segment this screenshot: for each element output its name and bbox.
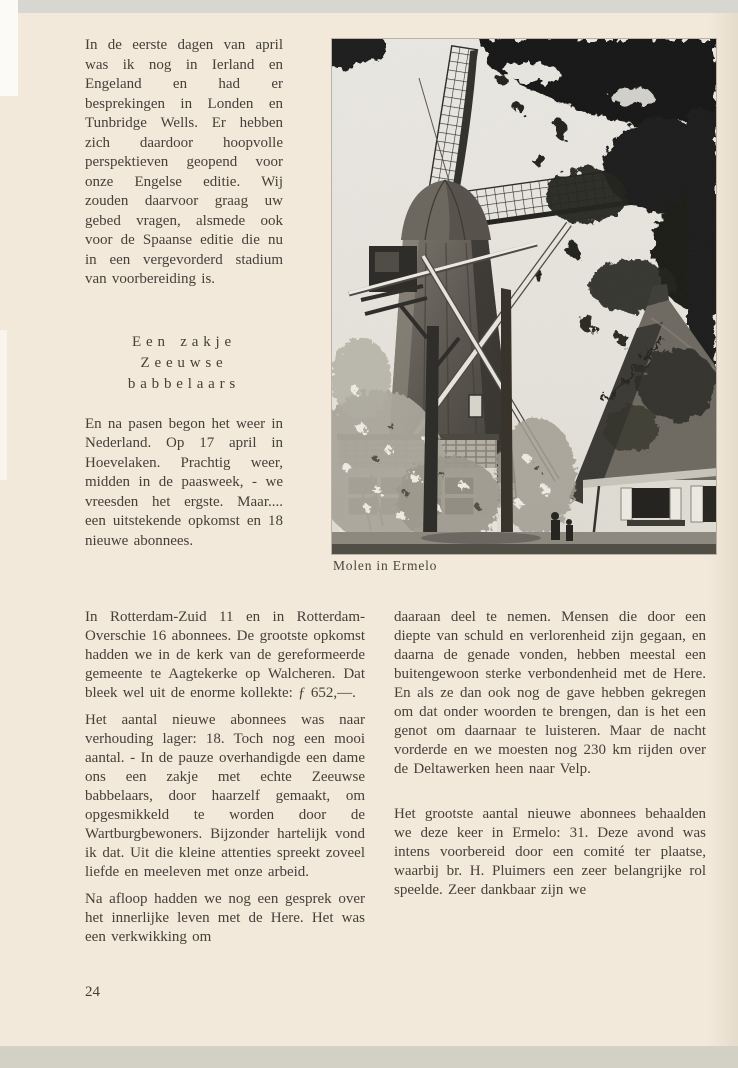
paragraph-pasen-nederland: En na pasen begon het weer in Nederland. Op 17 april in Hoevelaken. Prachtig weer, midden in de paasweek, - we vreesden het ergste. Maar.... een uitstekende opkomst en 18 nieuwe abonnees.: [85, 415, 283, 549]
paragraph-deltawerken: daaraan deel te nemen. Mensen die door een diepte van schuld en verlorenheid zijn gegaan, en daarna de genade vonden, hebben meestal een buitengewoon sterke verbondenheid met de Here. En als ze dan ook nog de gave hebben gekregen om dat onder woorden te brengen, dan is het een genot om daarnaar te luisteren. Maar de nacht vorderde en we moesten nog 230 km rijden over de Deltawerken heen naar Velp.: [394, 609, 706, 777]
paragraph-ermelo-31: Het grootste aantal nieuwe abonnees behaalden we deze keer in Ermelo: 31. Deze avond was intens voorbereid door een comité ter plaatse, waarbij br. H. Pluimers een zeer belangrijke rol speelde. Zeer dankbaar zijn we: [394, 806, 706, 898]
paragraph-ireland-england: In de eerste dagen van april was ik nog in Ierland en Engeland en had er besprekingen in Londen en Tunbridge Wells. Er hebben zich daardoor hoopvolle perspektieven geopend voor onze Engelse editie. Wij zouden daarvoor graag uw gebed vragen, alsmede ook voor de Spaanse editie die nu in een vergevorderd stadium van voorbereiding is.: [85, 37, 283, 287]
intro-column: [85, 36, 283, 559]
photo-caption: Molen in Ermelo: [333, 558, 438, 573]
lower-left-column: [85, 608, 365, 955]
paragraph-rotterdam-aagtekerke: In Rotterdam-Zuid 11 en in Rotterdam-Overschie 16 abonnees. De grootste opkomst hadden we in de kerk van de gereformeerde gemeente te Aagtekerke op Walcheren. Dat bleek wel uit de enorme kollekte: ƒ 652,—.: [85, 609, 365, 701]
paragraph-na-afloop: Na afloop hadden we nog een gesprek over het innerlijke leven met de Here. Het was een verkwikking om: [85, 891, 365, 945]
section-heading-een-zakje-zeeuwse-babbelaars: [85, 332, 283, 395]
heading-line: babbelaars: [127, 375, 241, 392]
scan-edge-top: [0, 0, 738, 13]
scan-edge-bottom: [0, 1046, 738, 1068]
heading-line: Zeeuwse: [140, 354, 228, 371]
windmill-illustration: [331, 38, 717, 555]
page-number: 24: [85, 984, 100, 1000]
lower-right-column: [394, 608, 706, 908]
paragraph-babbelaars: Het aantal nieuwe abonnees was naar verhouding lager: 18. Toch nog een mooi aantal. - In de pauze overhandigde een dame ons een zakje met echte Zeeuwse babbelaars, door haarzelf gemaakt, om opgesmikkeld te worden door de Wartburgbewoners. Bijzonder hartelijk vond ik dat. Uit die kleine attenties spreekt zoveel liefde en meeleven met onze arbeid.: [85, 712, 365, 880]
windmill-photo: [331, 38, 717, 555]
heading-line: Een zakje: [132, 333, 236, 350]
scan-corner-patch: [0, 0, 18, 96]
photo-grain: [331, 38, 717, 555]
scan-edge-left-patch: [0, 330, 7, 480]
